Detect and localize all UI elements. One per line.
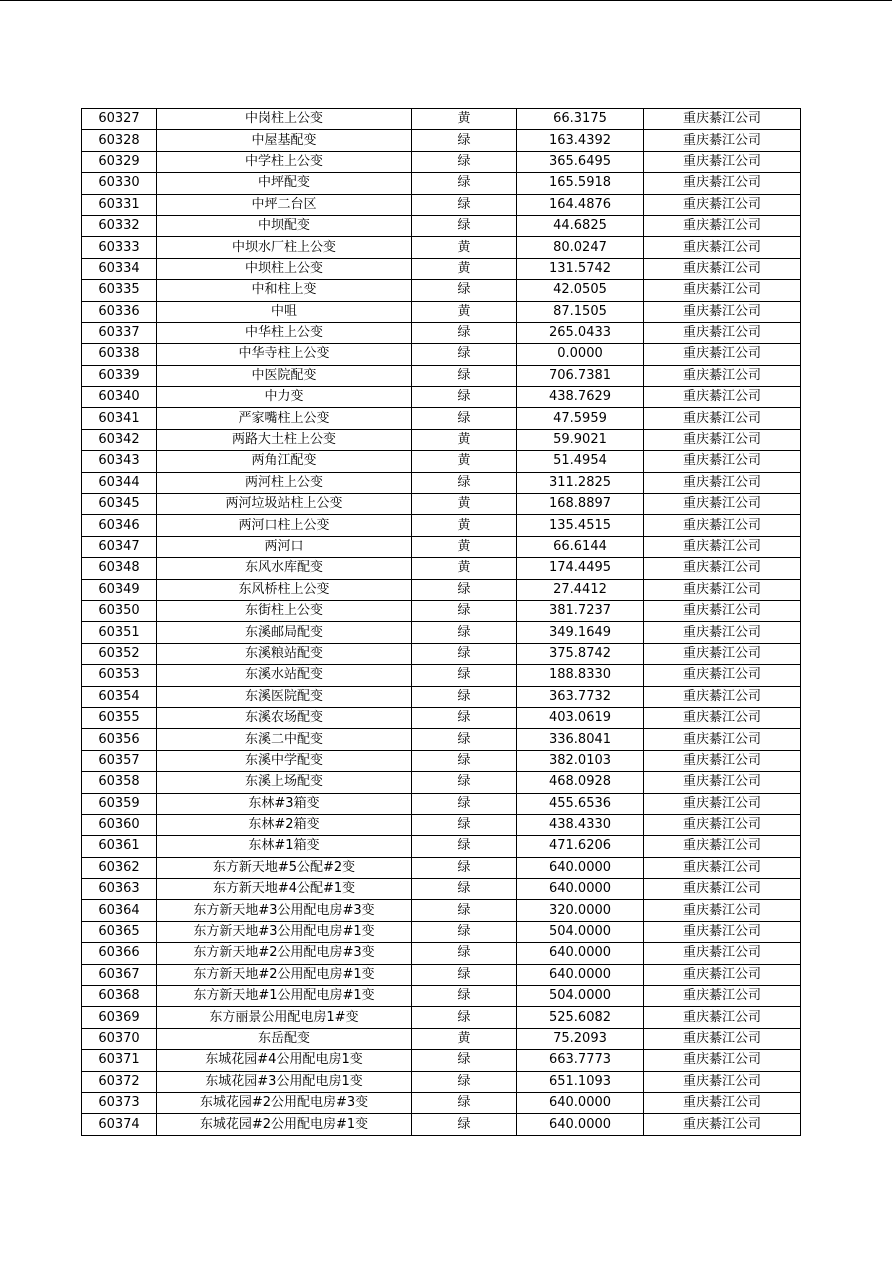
- table-row: [82, 622, 801, 643]
- table-row: [82, 600, 801, 621]
- row-id-cell: 60348: [82, 558, 157, 579]
- value-cell: 27.4412: [517, 579, 644, 600]
- value-cell: 188.8330: [517, 665, 644, 686]
- table-row: [82, 729, 801, 750]
- value-cell: 131.5742: [517, 258, 644, 279]
- company-cell: 重庆綦江公司: [644, 1028, 801, 1049]
- status-cell: 绿: [412, 130, 517, 151]
- company-cell: 重庆綦江公司: [644, 558, 801, 579]
- company-cell: 重庆綦江公司: [644, 1050, 801, 1071]
- row-id-cell: 60371: [82, 1050, 157, 1071]
- table-row: [82, 151, 801, 172]
- table-row: [82, 1071, 801, 1092]
- table-row: [82, 1028, 801, 1049]
- name-cell: 东溪水站配变: [157, 665, 412, 686]
- table-row: [82, 173, 801, 194]
- name-cell: 东林#1箱变: [157, 836, 412, 857]
- row-id-cell: 60369: [82, 1007, 157, 1028]
- company-cell: 重庆綦江公司: [644, 879, 801, 900]
- row-id-cell: 60343: [82, 451, 157, 472]
- value-cell: 651.1093: [517, 1071, 644, 1092]
- name-cell: 中坪二台区: [157, 194, 412, 215]
- name-cell: 东溪二中配变: [157, 729, 412, 750]
- status-cell: 绿: [412, 836, 517, 857]
- table-row: [82, 301, 801, 322]
- status-cell: 绿: [412, 215, 517, 236]
- name-cell: 中坝水厂柱上公变: [157, 237, 412, 258]
- table-row: [82, 921, 801, 942]
- company-cell: 重庆綦江公司: [644, 194, 801, 215]
- company-cell: 重庆綦江公司: [644, 729, 801, 750]
- row-id-cell: 60335: [82, 280, 157, 301]
- value-cell: 135.4515: [517, 515, 644, 536]
- table-row: [82, 943, 801, 964]
- status-cell: 绿: [412, 600, 517, 621]
- company-cell: 重庆綦江公司: [644, 109, 801, 130]
- value-cell: 44.6825: [517, 215, 644, 236]
- value-cell: 640.0000: [517, 857, 644, 878]
- row-id-cell: 60333: [82, 237, 157, 258]
- name-cell: 两河垃圾站柱上公变: [157, 494, 412, 515]
- value-cell: 375.8742: [517, 643, 644, 664]
- company-cell: 重庆綦江公司: [644, 772, 801, 793]
- company-cell: 重庆綦江公司: [644, 130, 801, 151]
- name-cell: 东方新天地#3公用配电房#1变: [157, 921, 412, 942]
- row-id-cell: 60370: [82, 1028, 157, 1049]
- name-cell: 中华柱上公变: [157, 322, 412, 343]
- name-cell: 东城花园#4公用配电房1变: [157, 1050, 412, 1071]
- row-id-cell: 60374: [82, 1114, 157, 1135]
- table-row: [82, 1007, 801, 1028]
- name-cell: 东溪医院配变: [157, 686, 412, 707]
- table-row: [82, 472, 801, 493]
- name-cell: 两河口: [157, 536, 412, 557]
- status-cell: 绿: [412, 622, 517, 643]
- company-cell: 重庆綦江公司: [644, 665, 801, 686]
- status-cell: 绿: [412, 344, 517, 365]
- row-id-cell: 60347: [82, 536, 157, 557]
- status-cell: 绿: [412, 643, 517, 664]
- row-id-cell: 60352: [82, 643, 157, 664]
- value-cell: 164.4876: [517, 194, 644, 215]
- name-cell: 东城花园#2公用配电房#3变: [157, 1092, 412, 1113]
- status-cell: 绿: [412, 793, 517, 814]
- value-cell: 663.7773: [517, 1050, 644, 1071]
- value-cell: 66.3175: [517, 109, 644, 130]
- row-id-cell: 60327: [82, 109, 157, 130]
- company-cell: 重庆綦江公司: [644, 280, 801, 301]
- row-id-cell: 60361: [82, 836, 157, 857]
- value-cell: 0.0000: [517, 344, 644, 365]
- value-cell: 640.0000: [517, 1092, 644, 1113]
- value-cell: 381.7237: [517, 600, 644, 621]
- status-cell: 黄: [412, 429, 517, 450]
- status-cell: 绿: [412, 857, 517, 878]
- company-cell: 重庆綦江公司: [644, 857, 801, 878]
- table-row: [82, 130, 801, 151]
- name-cell: 中坝柱上公变: [157, 258, 412, 279]
- table-row: [82, 643, 801, 664]
- company-cell: 重庆綦江公司: [644, 921, 801, 942]
- table-row: [82, 387, 801, 408]
- company-cell: 重庆綦江公司: [644, 237, 801, 258]
- value-cell: 42.0505: [517, 280, 644, 301]
- status-cell: 黄: [412, 258, 517, 279]
- value-cell: 471.6206: [517, 836, 644, 857]
- company-cell: 重庆綦江公司: [644, 365, 801, 386]
- company-cell: 重庆綦江公司: [644, 622, 801, 643]
- table-row: [82, 408, 801, 429]
- name-cell: 东方丽景公用配电房1#变: [157, 1007, 412, 1028]
- row-id-cell: 60334: [82, 258, 157, 279]
- status-cell: 绿: [412, 729, 517, 750]
- row-id-cell: 60356: [82, 729, 157, 750]
- name-cell: 中华寺柱上公变: [157, 344, 412, 365]
- status-cell: 绿: [412, 772, 517, 793]
- table-row: [82, 814, 801, 835]
- row-id-cell: 60362: [82, 857, 157, 878]
- status-cell: 黄: [412, 494, 517, 515]
- row-id-cell: 60345: [82, 494, 157, 515]
- row-id-cell: 60353: [82, 665, 157, 686]
- table-body: [82, 109, 801, 1136]
- status-cell: 黄: [412, 451, 517, 472]
- row-id-cell: 60329: [82, 151, 157, 172]
- row-id-cell: 60367: [82, 964, 157, 985]
- name-cell: 中坝配变: [157, 215, 412, 236]
- company-cell: 重庆綦江公司: [644, 151, 801, 172]
- status-cell: 绿: [412, 280, 517, 301]
- company-cell: 重庆綦江公司: [644, 1007, 801, 1028]
- row-id-cell: 60358: [82, 772, 157, 793]
- name-cell: 东林#2箱变: [157, 814, 412, 835]
- company-cell: 重庆綦江公司: [644, 408, 801, 429]
- value-cell: 640.0000: [517, 879, 644, 900]
- table-row: [82, 215, 801, 236]
- status-cell: 黄: [412, 515, 517, 536]
- name-cell: 东方新天地#2公用配电房#1变: [157, 964, 412, 985]
- status-cell: 绿: [412, 387, 517, 408]
- name-cell: 东街柱上公变: [157, 600, 412, 621]
- row-id-cell: 60355: [82, 707, 157, 728]
- value-cell: 87.1505: [517, 301, 644, 322]
- status-cell: 绿: [412, 750, 517, 771]
- name-cell: 东城花园#3公用配电房1变: [157, 1071, 412, 1092]
- value-cell: 168.8897: [517, 494, 644, 515]
- value-cell: 706.7381: [517, 365, 644, 386]
- row-id-cell: 60354: [82, 686, 157, 707]
- row-id-cell: 60346: [82, 515, 157, 536]
- row-id-cell: 60366: [82, 943, 157, 964]
- table-row: [82, 986, 801, 1007]
- name-cell: 东方新天地#1公用配电房#1变: [157, 986, 412, 1007]
- value-cell: 66.6144: [517, 536, 644, 557]
- company-cell: 重庆綦江公司: [644, 1114, 801, 1135]
- table-row: [82, 964, 801, 985]
- value-cell: 504.0000: [517, 986, 644, 1007]
- value-cell: 640.0000: [517, 943, 644, 964]
- name-cell: 东风桥柱上公变: [157, 579, 412, 600]
- table-row: [82, 857, 801, 878]
- name-cell: 中和柱上变: [157, 280, 412, 301]
- status-cell: 绿: [412, 879, 517, 900]
- name-cell: 东风水库配变: [157, 558, 412, 579]
- company-cell: 重庆綦江公司: [644, 344, 801, 365]
- table-row: [82, 707, 801, 728]
- status-cell: 绿: [412, 814, 517, 835]
- row-id-cell: 60372: [82, 1071, 157, 1092]
- row-id-cell: 60339: [82, 365, 157, 386]
- status-cell: 绿: [412, 151, 517, 172]
- row-id-cell: 60342: [82, 429, 157, 450]
- row-id-cell: 60336: [82, 301, 157, 322]
- row-id-cell: 60359: [82, 793, 157, 814]
- value-cell: 80.0247: [517, 237, 644, 258]
- table-row: [82, 836, 801, 857]
- status-cell: 绿: [412, 322, 517, 343]
- company-cell: 重庆綦江公司: [644, 1092, 801, 1113]
- name-cell: 中力变: [157, 387, 412, 408]
- status-cell: 绿: [412, 665, 517, 686]
- row-id-cell: 60368: [82, 986, 157, 1007]
- table-row: [82, 879, 801, 900]
- company-cell: 重庆綦江公司: [644, 707, 801, 728]
- table-row: [82, 344, 801, 365]
- row-id-cell: 60341: [82, 408, 157, 429]
- company-cell: 重庆綦江公司: [644, 494, 801, 515]
- table-row: [82, 494, 801, 515]
- table-row: [82, 451, 801, 472]
- company-cell: 重庆綦江公司: [644, 793, 801, 814]
- value-cell: 320.0000: [517, 900, 644, 921]
- page-top-border: [0, 0, 892, 1]
- company-cell: 重庆綦江公司: [644, 258, 801, 279]
- row-id-cell: 60337: [82, 322, 157, 343]
- table-row: [82, 258, 801, 279]
- company-cell: 重庆綦江公司: [644, 429, 801, 450]
- row-id-cell: 60365: [82, 921, 157, 942]
- name-cell: 两角江配变: [157, 451, 412, 472]
- value-cell: 265.0433: [517, 322, 644, 343]
- company-cell: 重庆綦江公司: [644, 986, 801, 1007]
- row-id-cell: 60357: [82, 750, 157, 771]
- value-cell: 75.2093: [517, 1028, 644, 1049]
- value-cell: 365.6495: [517, 151, 644, 172]
- status-cell: 绿: [412, 686, 517, 707]
- table-row: [82, 665, 801, 686]
- row-id-cell: 60364: [82, 900, 157, 921]
- table-row: [82, 280, 801, 301]
- table-row: [82, 579, 801, 600]
- name-cell: 严家嘴柱上公变: [157, 408, 412, 429]
- value-cell: 311.2825: [517, 472, 644, 493]
- value-cell: 455.6536: [517, 793, 644, 814]
- table-row: [82, 1050, 801, 1071]
- name-cell: 中学柱上公变: [157, 151, 412, 172]
- company-cell: 重庆綦江公司: [644, 173, 801, 194]
- value-cell: 163.4392: [517, 130, 644, 151]
- status-cell: 绿: [412, 1092, 517, 1113]
- value-cell: 403.0619: [517, 707, 644, 728]
- value-cell: 174.4495: [517, 558, 644, 579]
- value-cell: 363.7732: [517, 686, 644, 707]
- status-cell: 黄: [412, 558, 517, 579]
- name-cell: 东溪粮站配变: [157, 643, 412, 664]
- name-cell: 东岳配变: [157, 1028, 412, 1049]
- company-cell: 重庆綦江公司: [644, 943, 801, 964]
- name-cell: 两河柱上公变: [157, 472, 412, 493]
- value-cell: 59.9021: [517, 429, 644, 450]
- row-id-cell: 60349: [82, 579, 157, 600]
- status-cell: 绿: [412, 1050, 517, 1071]
- table-row: [82, 536, 801, 557]
- table-row: [82, 772, 801, 793]
- table-row: [82, 793, 801, 814]
- value-cell: 504.0000: [517, 921, 644, 942]
- company-cell: 重庆綦江公司: [644, 472, 801, 493]
- row-id-cell: 60330: [82, 173, 157, 194]
- value-cell: 382.0103: [517, 750, 644, 771]
- name-cell: 东城花园#2公用配电房#1变: [157, 1114, 412, 1135]
- name-cell: 东林#3箱变: [157, 793, 412, 814]
- value-cell: 438.4330: [517, 814, 644, 835]
- name-cell: 东溪邮局配变: [157, 622, 412, 643]
- table-row: [82, 515, 801, 536]
- company-cell: 重庆綦江公司: [644, 814, 801, 835]
- status-cell: 绿: [412, 964, 517, 985]
- name-cell: 东方新天地#4公配#1变: [157, 879, 412, 900]
- status-cell: 黄: [412, 237, 517, 258]
- value-cell: 640.0000: [517, 964, 644, 985]
- company-cell: 重庆綦江公司: [644, 451, 801, 472]
- name-cell: 中咀: [157, 301, 412, 322]
- status-cell: 绿: [412, 900, 517, 921]
- status-cell: 黄: [412, 1028, 517, 1049]
- value-cell: 640.0000: [517, 1114, 644, 1135]
- value-cell: 47.5959: [517, 408, 644, 429]
- status-cell: 绿: [412, 173, 517, 194]
- company-cell: 重庆綦江公司: [644, 215, 801, 236]
- value-cell: 336.8041: [517, 729, 644, 750]
- status-cell: 黄: [412, 536, 517, 557]
- company-cell: 重庆綦江公司: [644, 750, 801, 771]
- company-cell: 重庆綦江公司: [644, 964, 801, 985]
- row-id-cell: 60338: [82, 344, 157, 365]
- value-cell: 349.1649: [517, 622, 644, 643]
- company-cell: 重庆綦江公司: [644, 900, 801, 921]
- company-cell: 重庆綦江公司: [644, 836, 801, 857]
- company-cell: 重庆綦江公司: [644, 600, 801, 621]
- row-id-cell: 60344: [82, 472, 157, 493]
- status-cell: 绿: [412, 1071, 517, 1092]
- name-cell: 中屋基配变: [157, 130, 412, 151]
- table-row: [82, 237, 801, 258]
- row-id-cell: 60360: [82, 814, 157, 835]
- company-cell: 重庆綦江公司: [644, 515, 801, 536]
- company-cell: 重庆綦江公司: [644, 579, 801, 600]
- status-cell: 绿: [412, 365, 517, 386]
- status-cell: 绿: [412, 579, 517, 600]
- row-id-cell: 60328: [82, 130, 157, 151]
- company-cell: 重庆綦江公司: [644, 1071, 801, 1092]
- status-cell: 绿: [412, 472, 517, 493]
- name-cell: 东方新天地#3公用配电房#3变: [157, 900, 412, 921]
- name-cell: 东溪中学配变: [157, 750, 412, 771]
- status-cell: 黄: [412, 109, 517, 130]
- company-cell: 重庆綦江公司: [644, 322, 801, 343]
- name-cell: 东溪农场配变: [157, 707, 412, 728]
- table-row: [82, 1092, 801, 1113]
- company-cell: 重庆綦江公司: [644, 301, 801, 322]
- name-cell: 两路大土柱上公变: [157, 429, 412, 450]
- table-row: [82, 365, 801, 386]
- name-cell: 东溪上场配变: [157, 772, 412, 793]
- table-row: [82, 1114, 801, 1135]
- status-cell: 绿: [412, 986, 517, 1007]
- status-cell: 绿: [412, 921, 517, 942]
- company-cell: 重庆綦江公司: [644, 686, 801, 707]
- table-row: [82, 109, 801, 130]
- value-cell: 468.0928: [517, 772, 644, 793]
- table-row: [82, 558, 801, 579]
- name-cell: 东方新天地#5公配#2变: [157, 857, 412, 878]
- table-row: [82, 900, 801, 921]
- row-id-cell: 60331: [82, 194, 157, 215]
- name-cell: 两河口柱上公变: [157, 515, 412, 536]
- status-cell: 黄: [412, 301, 517, 322]
- status-cell: 绿: [412, 408, 517, 429]
- name-cell: 中坪配变: [157, 173, 412, 194]
- value-cell: 438.7629: [517, 387, 644, 408]
- table-row: [82, 686, 801, 707]
- value-cell: 51.4954: [517, 451, 644, 472]
- row-id-cell: 60373: [82, 1092, 157, 1113]
- status-cell: 绿: [412, 194, 517, 215]
- table-row: [82, 750, 801, 771]
- status-cell: 绿: [412, 1007, 517, 1028]
- table-row: [82, 194, 801, 215]
- row-id-cell: 60350: [82, 600, 157, 621]
- name-cell: 中岗柱上公变: [157, 109, 412, 130]
- row-id-cell: 60340: [82, 387, 157, 408]
- company-cell: 重庆綦江公司: [644, 643, 801, 664]
- table-row: [82, 429, 801, 450]
- transformer-table: [81, 108, 801, 1136]
- status-cell: 绿: [412, 1114, 517, 1135]
- value-cell: 165.5918: [517, 173, 644, 194]
- row-id-cell: 60363: [82, 879, 157, 900]
- status-cell: 绿: [412, 707, 517, 728]
- name-cell: 中医院配变: [157, 365, 412, 386]
- table-row: [82, 322, 801, 343]
- company-cell: 重庆綦江公司: [644, 387, 801, 408]
- company-cell: 重庆綦江公司: [644, 536, 801, 557]
- value-cell: 525.6082: [517, 1007, 644, 1028]
- name-cell: 东方新天地#2公用配电房#3变: [157, 943, 412, 964]
- row-id-cell: 60332: [82, 215, 157, 236]
- status-cell: 绿: [412, 943, 517, 964]
- row-id-cell: 60351: [82, 622, 157, 643]
